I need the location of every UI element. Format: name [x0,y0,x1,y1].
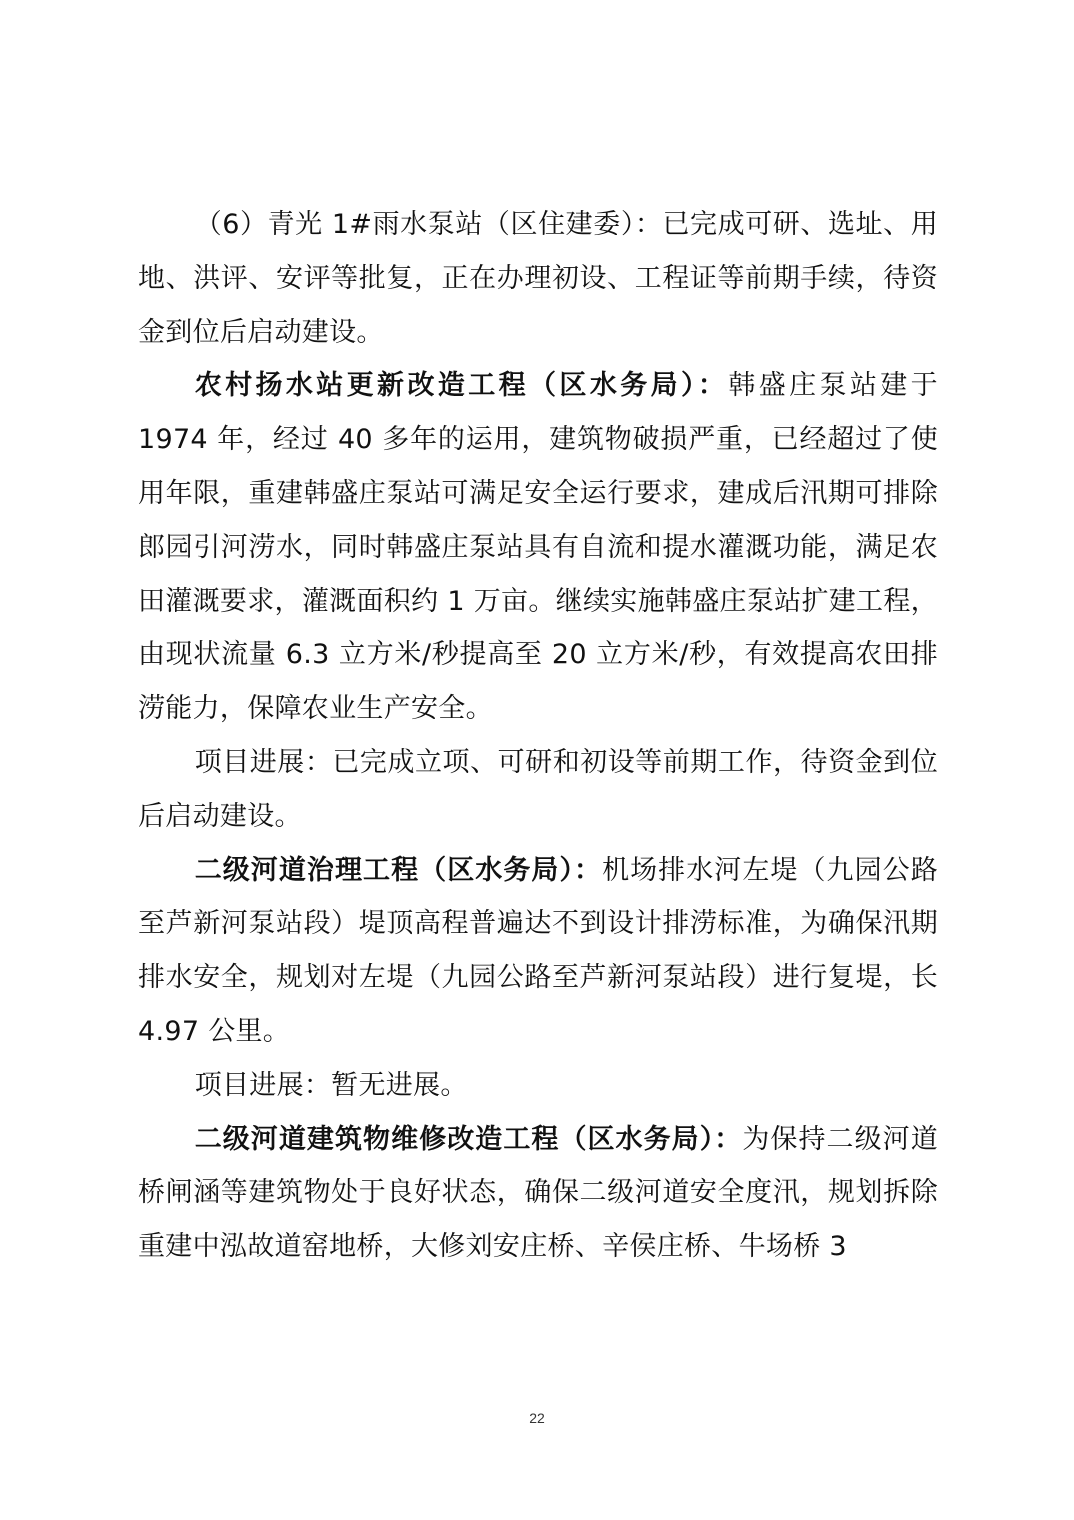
paragraph-qingguang-pump-station: （6）青光 1#雨水泵站（区住建委）：已完成可研、选址、用地、洪评、安评等批复，正在办理初设、工程证等前期手续，待资金到位后启动建设。 [138,209,938,348]
section-heading: 二级河道建筑物维修改造工程（区水务局）： [194,1123,743,1155]
paragraph-secondary-river-structures: 二级河道建筑物维修改造工程（区水务局）：为保持二级河道桥闸涵等建筑物处于良好状态，确保二级河道安全度汛，规划拆除重建中泓故道窑地桥，大修刘安庄桥、辛侯庄桥、牛场桥 3 [138,1123,938,1263]
paragraph-secondary-river-treatment: 二级河道治理工程（区水务局）：机场排水河左堤（九园公路至芦新河泵站段）堤顶高程普遍达不到设计排涝标准，为确保汛期排水安全，规划对左堤（九园公路至芦新河泵站段）进行复堤，长 4.97 公里。 [138,854,938,1047]
document-body [138,198,938,1274]
paragraph-project-progress-2: 项目进展：暂无进展。 [194,1069,468,1101]
page-number: 22 [529,1410,545,1426]
paragraph-project-progress-1: 项目进展：已完成立项、可研和初设等前期工作，待资金到位后启动建设。 [138,746,938,832]
paragraph-rural-pumping-station: 农村扬水站更新改造工程（区水务局）：韩盛庄泵站建于 1974 年，经过 40 多年的运用，建筑物破损严重，已经超过了使用年限，重建韩盛庄泵站可满足安全运行要求，建成后汛期可排除郎园引河涝水，同时韩盛庄泵站具有自流和提水灌溉功能，满足农田灌溉要求，灌溉面积约 1 万亩。继续实施韩盛庄泵站扩建工程，由现状流量 6.3 立方米/秒提高至 20 立方米/秒，有效提高农田排涝能力，保障农业生产安全。 [138,370,938,725]
section-heading: 二级河道治理工程（区水务局）： [194,854,603,886]
section-heading: 农村扬水站更新改造工程（区水务局）： [194,370,729,402]
